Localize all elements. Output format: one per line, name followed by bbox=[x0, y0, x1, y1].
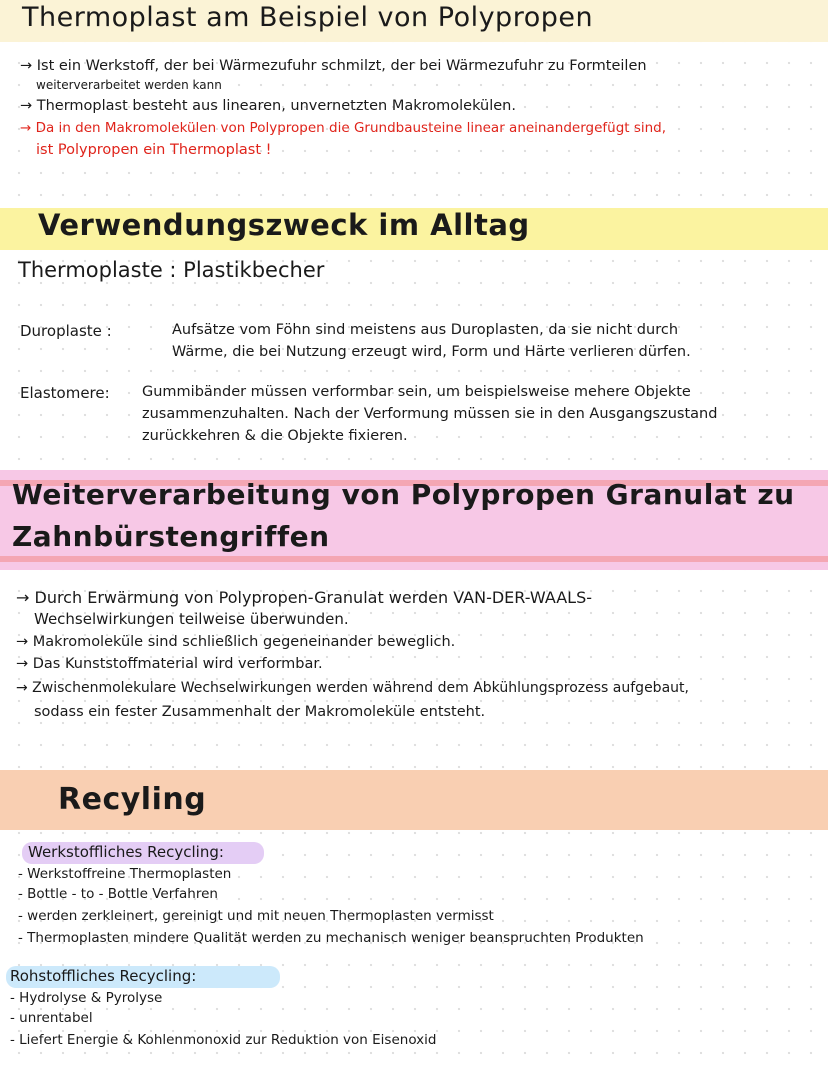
section3-bullet-3: → Das Kunststoffmaterial wird verformbar. bbox=[16, 656, 323, 672]
rohstofflich-item-1: - Hydrolyse & Pyrolyse bbox=[10, 990, 163, 1006]
elastomere-line-3: zurückkehren & die Objekte fixieren. bbox=[142, 428, 408, 444]
section3-stripe-bottom bbox=[0, 556, 828, 562]
werkstofflich-item-1: - Werkstoffreine Thermoplasten bbox=[18, 866, 232, 882]
werkstofflich-item-3: - werden zerkleinert, gereinigt und mit neuen Thermoplasten vermisst bbox=[18, 908, 494, 924]
werkstofflich-item-2: - Bottle - to - Bottle Verfahren bbox=[18, 886, 218, 902]
elastomere-label: Elastomere: bbox=[20, 384, 110, 402]
section3-title-line-2: Zahnbürstengriffen bbox=[12, 520, 330, 553]
elastomere-line-2: zusammenzuhalten. Nach der Verformung müssen sie in den Ausgangszustand bbox=[142, 406, 718, 422]
section1-bullet-1-cont: weiterverarbeitet werden kann bbox=[36, 78, 222, 92]
section1-bullet-3-cont: ist Polypropen ein Thermoplast ! bbox=[36, 142, 272, 158]
section1-title: Thermoplast am Beispiel von Polypropen bbox=[22, 2, 594, 33]
duroplaste-line-1: Aufsätze vom Föhn sind meistens aus Duroplasten, da sie nicht durch bbox=[172, 322, 679, 338]
rohstofflich-label: Rohstoffliches Recycling: bbox=[10, 967, 197, 985]
duroplaste-line-2: Wärme, die bei Nutzung erzeugt wird, Form und Härte verlieren dürfen. bbox=[172, 344, 691, 360]
rohstofflich-item-3: - Liefert Energie & Kohlenmonoxid zur Reduktion von Eisenoxid bbox=[10, 1032, 437, 1048]
section3-title-line-1: Weiterverarbeitung von Polypropen Granulat zu bbox=[12, 478, 795, 511]
section1-bullet-1: → Ist ein Werkstoff, der bei Wärmezufuhr schmilzt, der bei Wärmezufuhr zu Formteilen bbox=[20, 58, 647, 74]
duroplaste-label: Duroplaste : bbox=[20, 322, 112, 340]
section2-title: Verwendungszweck im Alltag bbox=[38, 208, 530, 242]
section4-title: Recyling bbox=[58, 782, 207, 817]
elastomere-line-1: Gummibänder müssen verformbar sein, um beispielsweise mehere Objekte bbox=[142, 384, 691, 400]
werkstofflich-label: Werkstoffliches Recycling: bbox=[28, 843, 224, 861]
section3-bullet-4: → Zwischenmolekulare Wechselwirkungen werden während dem Abkühlungsprozess aufgebaut, bbox=[16, 680, 689, 696]
thermoplaste-example: Thermoplaste : Plastikbecher bbox=[18, 258, 325, 282]
section1-bullet-3: → Da in den Makromolekülen von Polypropen die Grundbausteine linear aneinandergefügt sind, bbox=[20, 120, 667, 136]
werkstofflich-item-4: - Thermoplasten mindere Qualität werden zu mechanisch weniger beanspruchten Produkten bbox=[18, 930, 644, 946]
section3-bullet-2: → Makromoleküle sind schließlich gegeneinander beweglich. bbox=[16, 634, 456, 650]
section3-bullet-1: → Durch Erwärmung von Polypropen-Granulat werden VAN-DER-WAALS- bbox=[16, 588, 593, 607]
section1-bullet-2: → Thermoplast besteht aus linearen, unvernetzten Makromolekülen. bbox=[20, 98, 516, 114]
section3-bullet-4-cont: sodass ein fester Zusammenhalt der Makromoleküle entsteht. bbox=[34, 704, 486, 720]
rohstofflich-item-2: - unrentabel bbox=[10, 1010, 93, 1026]
section3-bullet-1-cont: Wechselwirkungen teilweise überwunden. bbox=[34, 610, 349, 628]
